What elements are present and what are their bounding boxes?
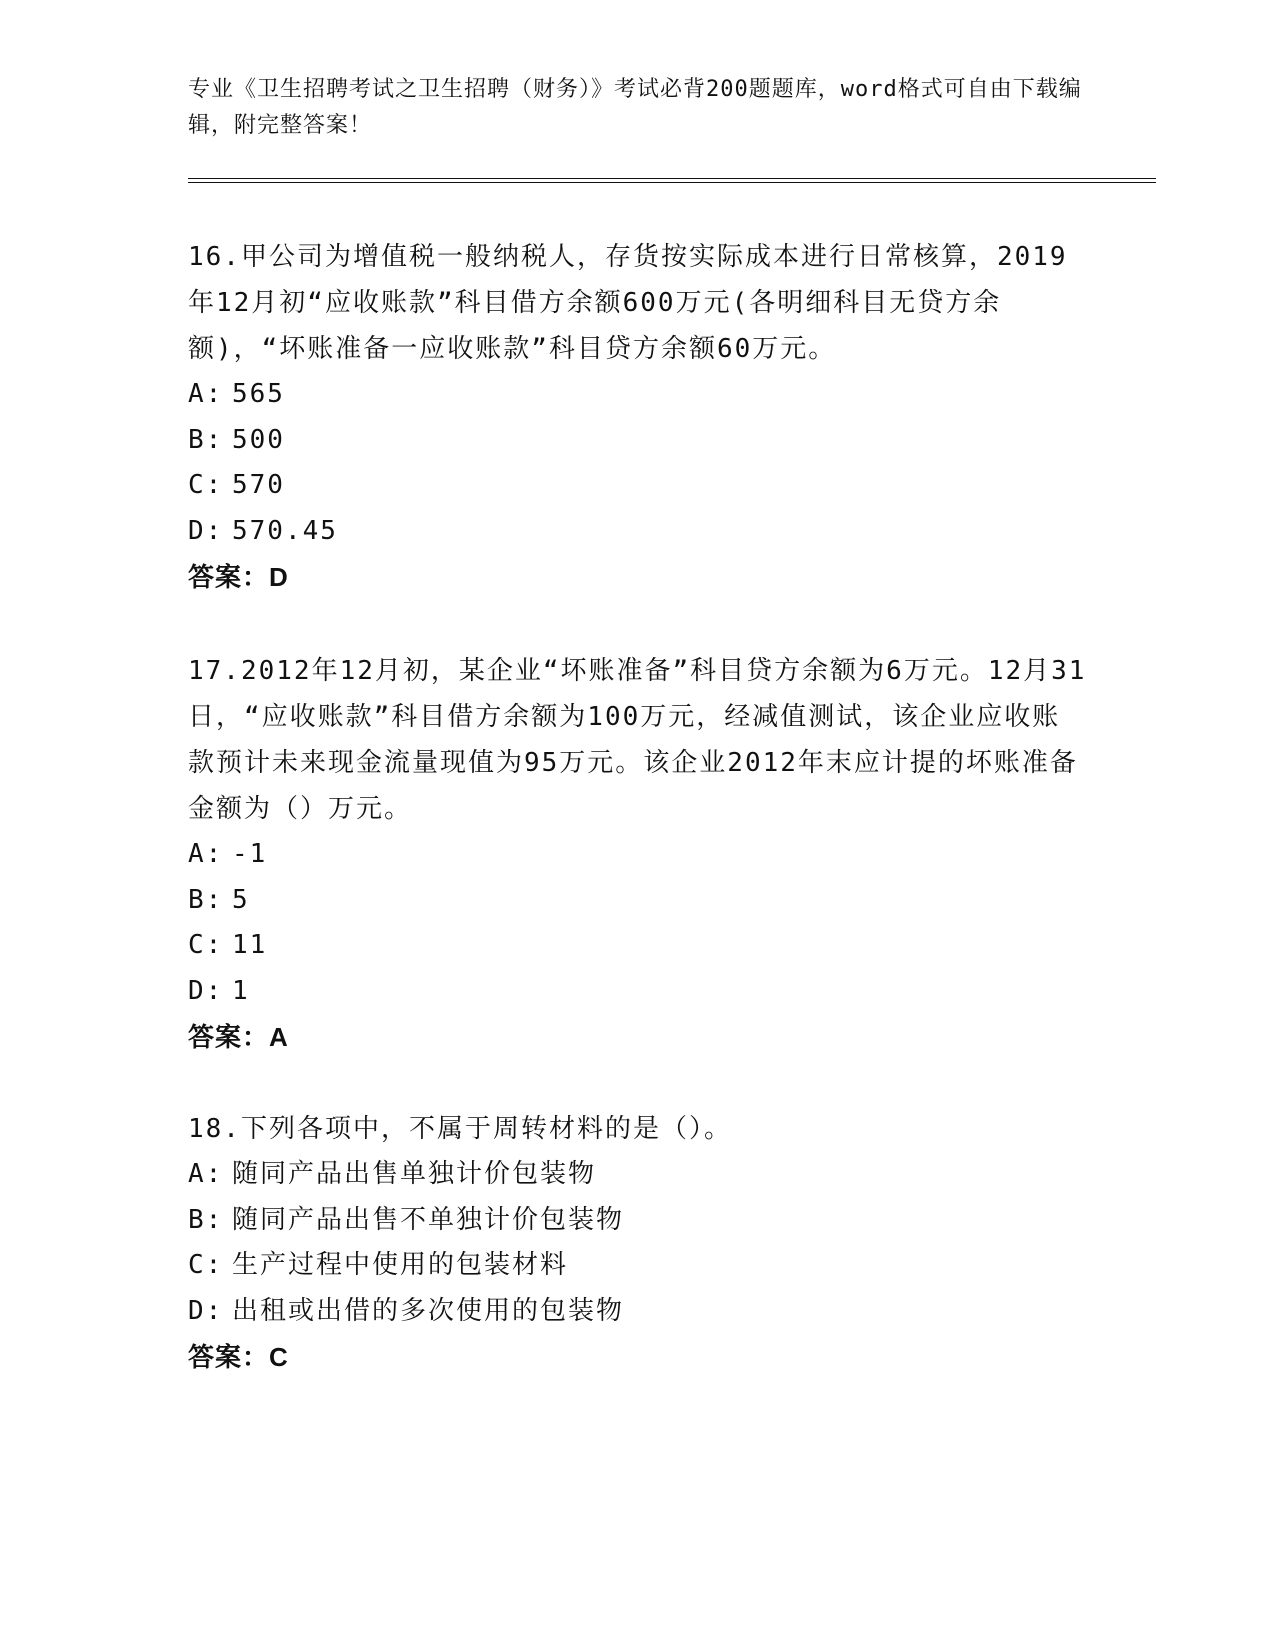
option-b <box>188 878 1088 924</box>
option-value: 5 <box>232 884 250 915</box>
option-a <box>188 832 1088 878</box>
option-value: 500 <box>232 424 285 455</box>
option-value: 生产过程中使用的包装材料 <box>232 1250 569 1280</box>
answer-line: 答案：A <box>188 1022 289 1052</box>
option-value: 出租或出借的多次使用的包装物 <box>232 1295 625 1326</box>
question-18 <box>188 1106 1088 1380</box>
option-key: A: <box>188 379 224 409</box>
option-b <box>188 1198 1088 1244</box>
option-c <box>188 463 1088 509</box>
option-b <box>188 418 1088 464</box>
option-c <box>188 923 1088 969</box>
option-key: B: <box>188 884 224 915</box>
document-header: 专业《卫生招聘考试之卫生招聘（财务）》考试必背200题题库，word格式可自由下载编辑，附完整答案！ <box>188 77 1082 138</box>
question-text: 16.甲公司为增值税一般纳税人，存货按实际成本进行日常核算，2019年12月初“应收账款”科目借方余额600万元(各明细科目无贷方余额)，“坏账准备一应收账款”科目贷方余额60万元。 <box>188 242 1068 364</box>
header-divider-bottom <box>188 182 1156 183</box>
option-value: 11 <box>232 930 268 960</box>
option-key: C: <box>188 470 224 500</box>
option-d <box>188 1289 1088 1335</box>
question-16 <box>188 234 1088 600</box>
option-value: 随同产品出售不单独计价包装物 <box>232 1204 625 1235</box>
option-d <box>188 969 1088 1015</box>
option-value: 1 <box>232 975 250 1006</box>
option-c <box>188 1243 1088 1289</box>
option-key: D: <box>188 1295 224 1326</box>
header-divider-top <box>188 178 1156 179</box>
option-key: B: <box>188 1204 224 1235</box>
option-key: B: <box>188 424 224 455</box>
option-a <box>188 1152 1088 1198</box>
option-key: C: <box>188 1250 224 1280</box>
option-value: -1 <box>232 839 268 869</box>
option-key: A: <box>188 839 224 869</box>
option-key: C: <box>188 930 224 960</box>
question-text: 18.下列各项中，不属于周转材料的是（）。 <box>188 1114 732 1144</box>
option-value: 随同产品出售单独计价包装物 <box>232 1159 597 1189</box>
option-d <box>188 509 1088 555</box>
option-key: D: <box>188 975 224 1006</box>
question-17 <box>188 648 1088 1060</box>
option-key: A: <box>188 1159 224 1189</box>
answer-line: 答案：C <box>188 1342 289 1372</box>
question-text: 17.2012年12月初，某企业“坏账准备”科目贷方余额为6万元。12月31日，“应收账款”科目借方余额为100万元，经减值测试，该企业应收账款预计未来现金流量现值为95万元。该企业2012年末应计提的坏账准备金额为（）万元。 <box>188 656 1087 824</box>
option-value: 570 <box>232 470 285 500</box>
option-key: D: <box>188 515 224 546</box>
answer-line: 答案：D <box>188 562 289 592</box>
option-value: 570.45 <box>232 515 338 546</box>
option-a <box>188 372 1088 418</box>
option-value: 565 <box>232 379 285 409</box>
